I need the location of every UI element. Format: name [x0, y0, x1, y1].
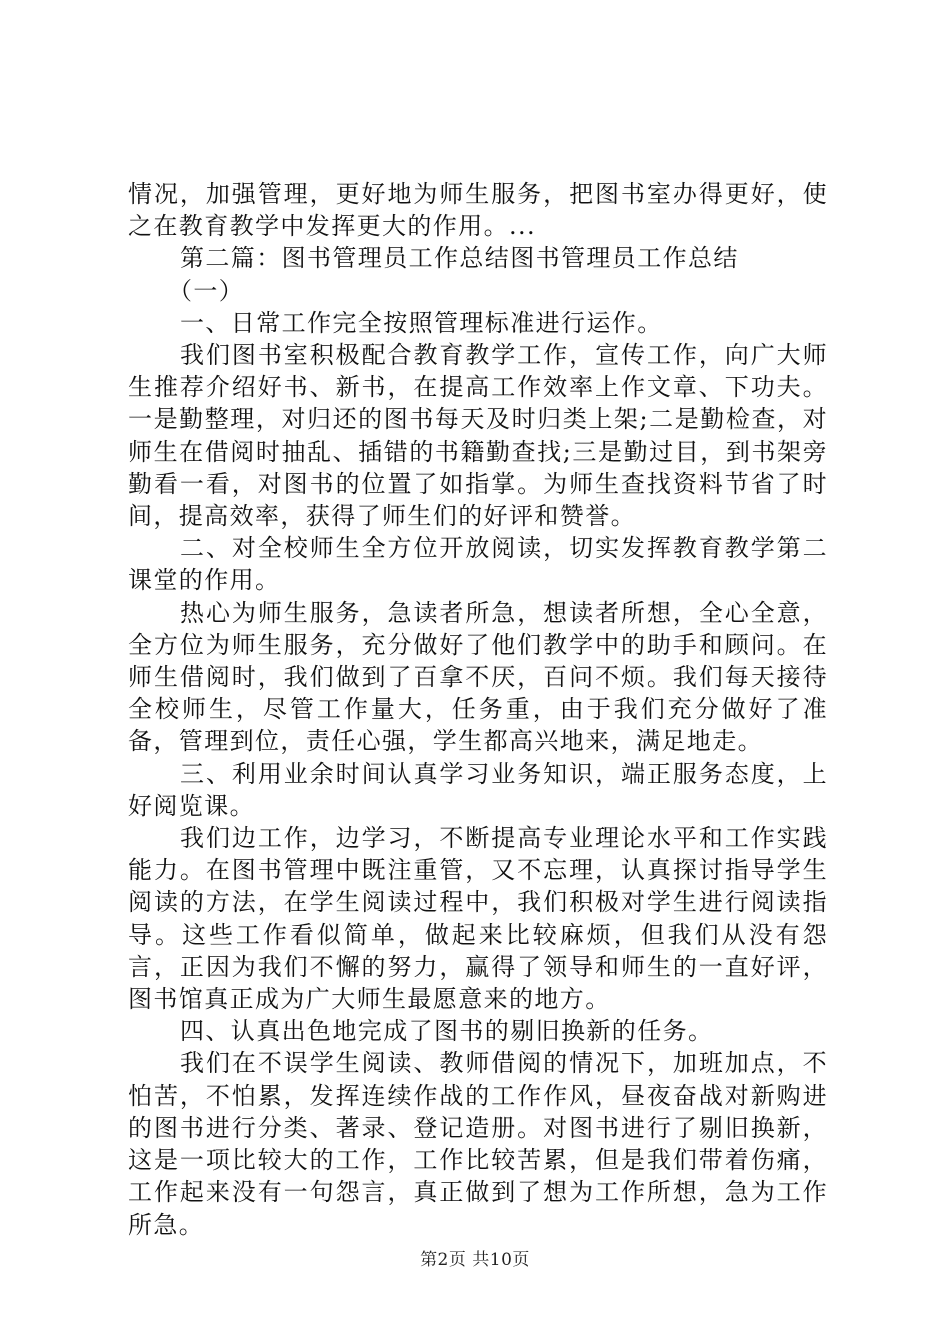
paragraph-continuation: 情况，加强管理，更好地为师生服务，把图书室办得更好，使之在教育教学中发挥更大的作用。...	[128, 180, 828, 241]
paragraph-body: 我们图书室积极配合教育教学工作，宣传工作，向广大师生推荐介绍好书、新书，在提高工作效率上作文章、下功夫。一是勤整理，对归还的图书每天及时归类上架;二是勤检查，对师生在借阅时抽乱、插错的书籍勤查找;三是勤过目，到书架旁勤看一看，对图书的位置了如指掌。为师生查找资料节省了时间，提高效率，获得了师生们的好评和赞誉。	[128, 341, 828, 531]
heading-item-3: 三、利用业余时间认真学习业务知识，端正服务态度，上好阅览课。	[128, 759, 828, 820]
section-title: 第二篇：图书管理员工作总结图书管理员工作总结	[180, 244, 739, 273]
page-number: 第2页 共10页	[420, 1250, 530, 1270]
document-body	[128, 178, 828, 1241]
heading-item-4: 四、认真出色地完成了图书的剔旧换新的任务。	[180, 1017, 714, 1046]
heading-item-2: 二、对全校师生全方位开放阅读，切实发挥教育教学第二课堂的作用。	[128, 534, 828, 595]
paragraph-body: 我们边工作，边学习，不断提高专业理论水平和工作实践能力。在图书管理中既注重管，又不忘理，认真探讨指导学生阅读的方法，在学生阅读过程中，我们积极对学生进行阅读指导。这些工作看似简单，做起来比较麻烦，但我们从没有怨言，正因为我们不懈的努力，赢得了领导和师生的一直好评，图书馆真正成为广大师生最愿意来的地方。	[128, 824, 828, 1014]
paragraph-body: 热心为师生服务，急读者所急，想读者所想，全心全意，全方位为师生服务，充分做好了他们教学中的助手和顾问。在师生借阅时，我们做到了百拿不厌，百问不烦。我们每天接待全校师生，尽管工作量大，任务重，由于我们充分做好了准备，管理到位，责任心强，学生都高兴地来，满足地走。	[128, 598, 828, 756]
paragraph-body: 我们在不误学生阅读、教师借阅的情况下，加班加点，不怕苦，不怕累，发挥连续作战的工作作风，昼夜奋战对新购进的图书进行分类、著录、登记造册。对图书进行了剔旧换新，这是一项比较大的工作，工作比较苦累，但是我们带着伤痛，工作起来没有一句怨言，真正做到了想为工作所想，急为工作所急。	[128, 1049, 828, 1239]
heading-item-1: 一、日常工作完全按照管理标准进行运作。	[180, 308, 663, 337]
section-subtitle: （一）	[168, 276, 245, 305]
page-footer	[0, 1245, 950, 1270]
